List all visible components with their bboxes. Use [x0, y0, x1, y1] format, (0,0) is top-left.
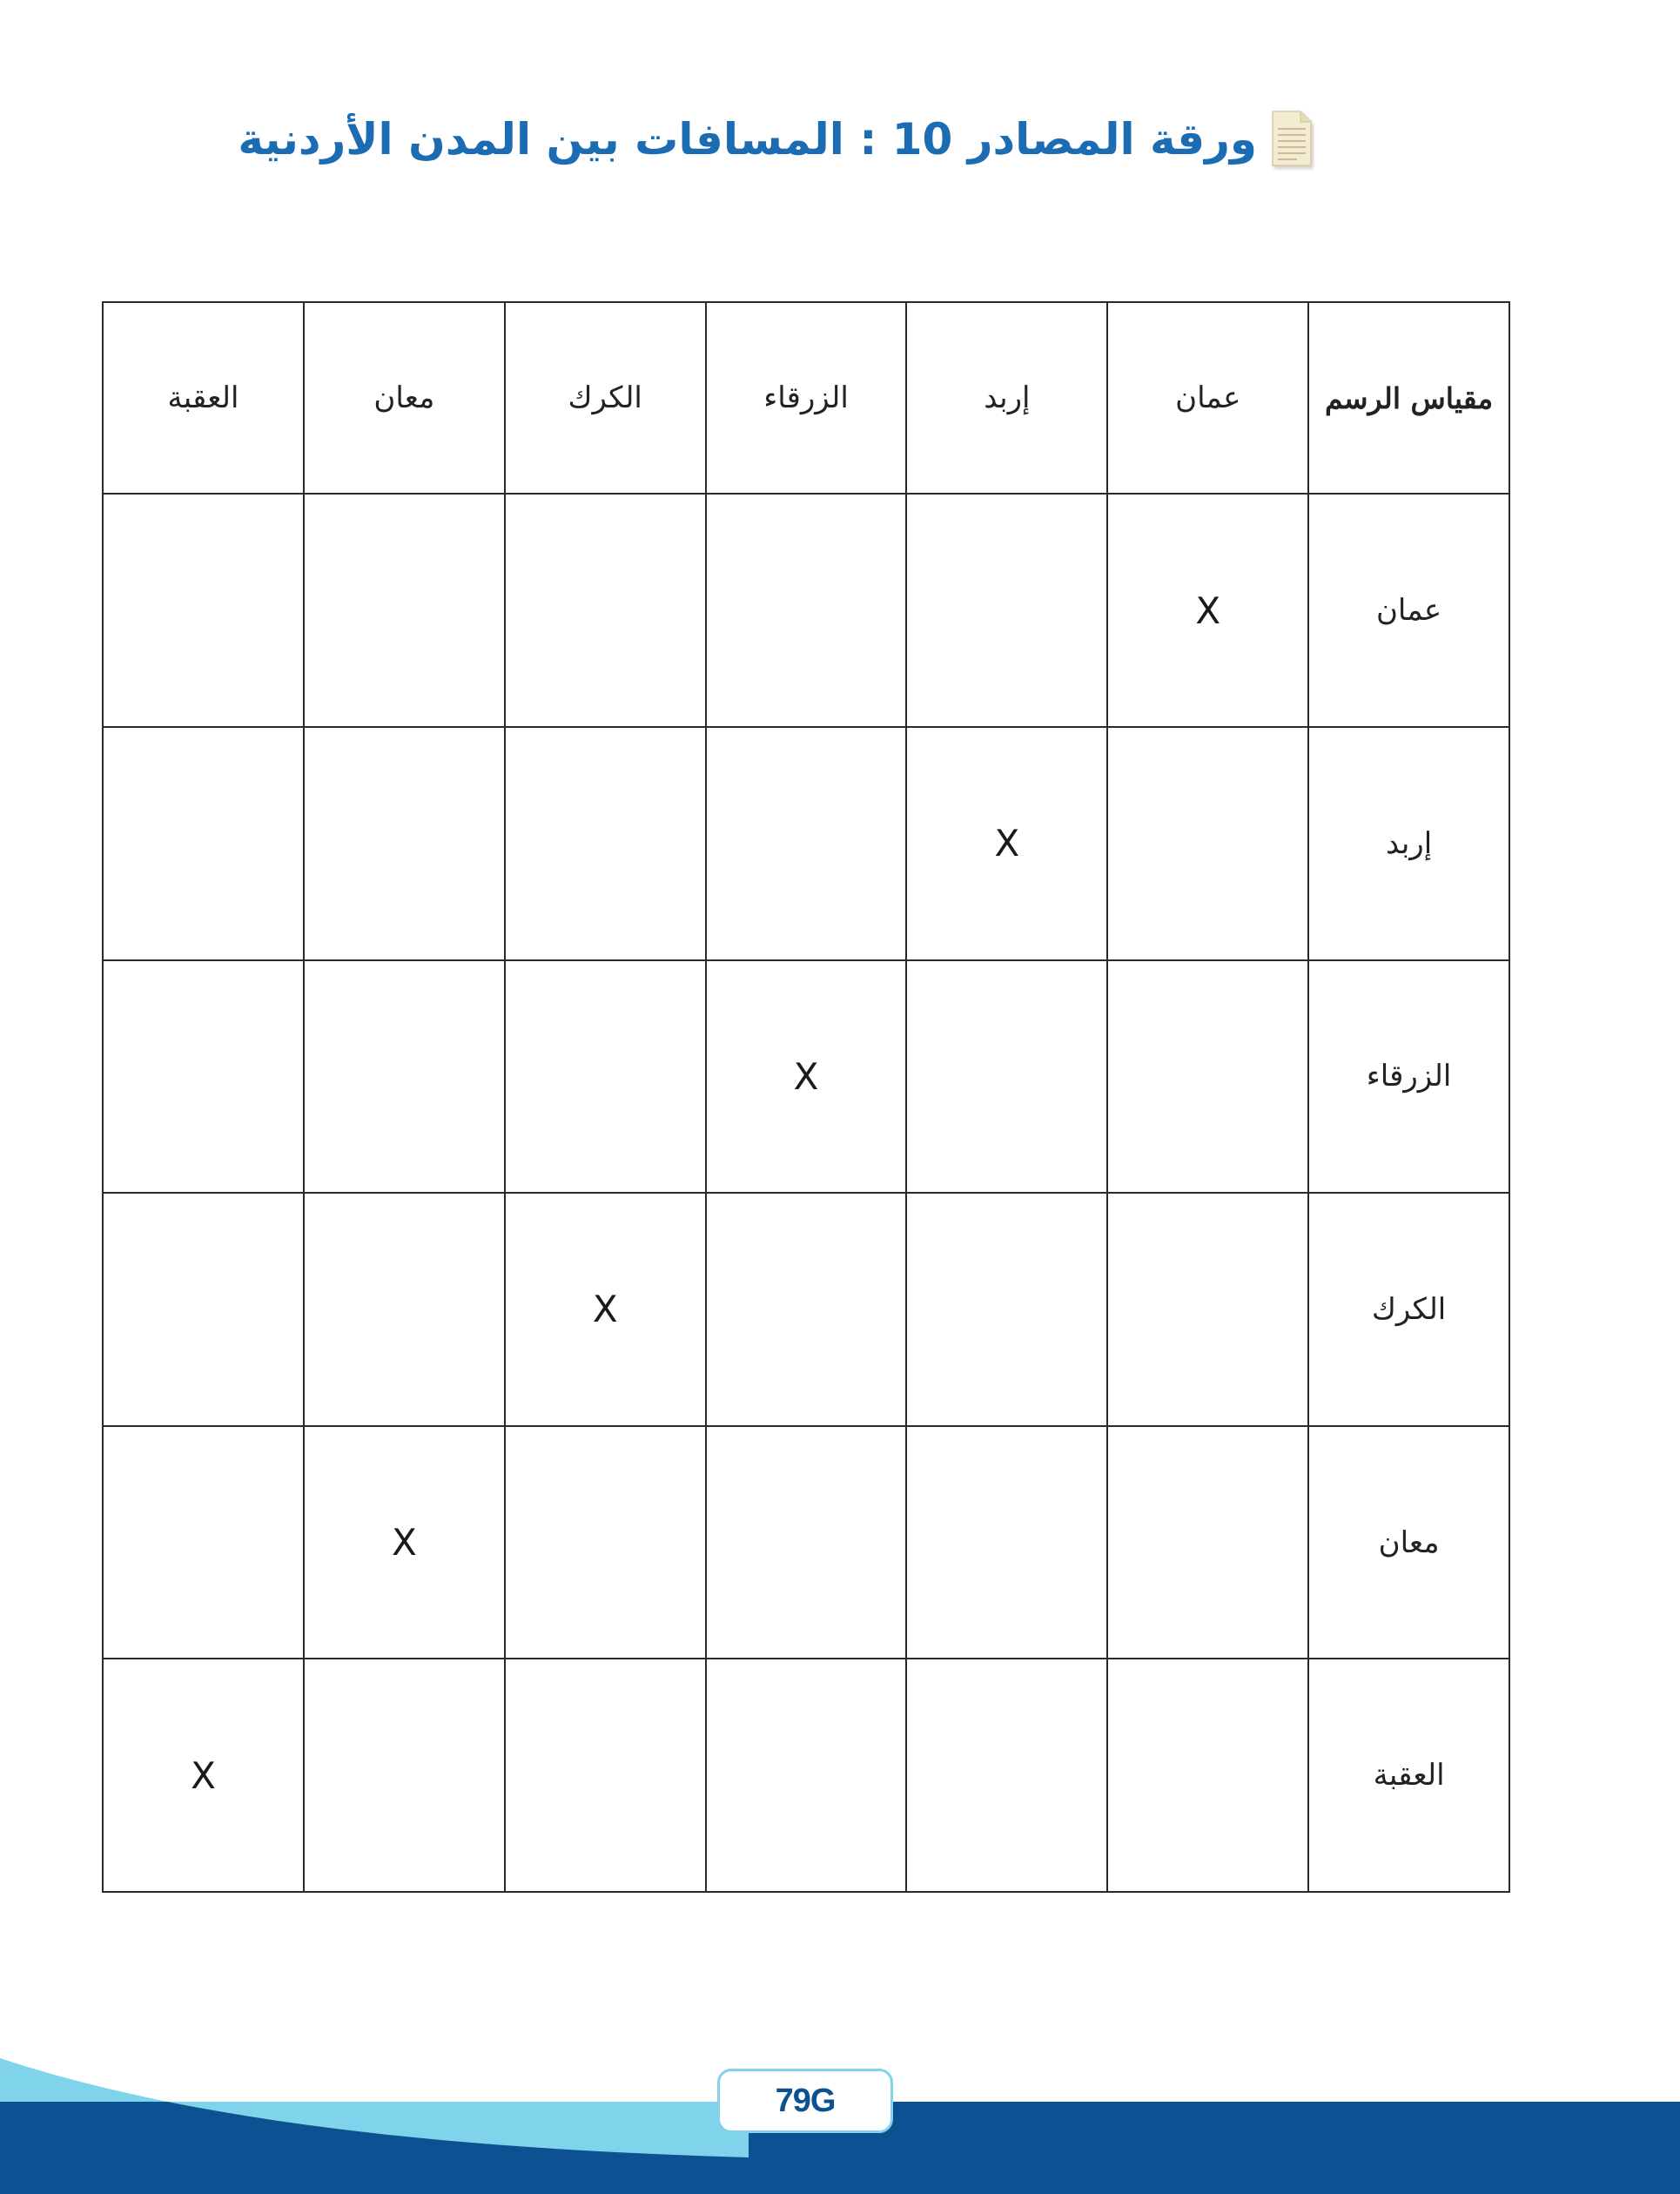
table-row: [103, 1193, 1509, 1426]
table-cell[interactable]: [103, 494, 304, 727]
row-label: الكرك: [1308, 1193, 1509, 1426]
table-cell[interactable]: [304, 960, 505, 1194]
table-cell[interactable]: [706, 727, 907, 960]
table-row: [103, 1659, 1509, 1892]
table-cell[interactable]: [1107, 1193, 1308, 1426]
table-cell[interactable]: [906, 1426, 1107, 1659]
table-cell[interactable]: [505, 960, 706, 1194]
cross-mark: X: [1195, 589, 1221, 632]
table-cell[interactable]: [906, 727, 1107, 960]
table-cell[interactable]: [505, 1659, 706, 1892]
table-cell[interactable]: [706, 1426, 907, 1659]
table-cell[interactable]: [706, 1193, 907, 1426]
row-label: العقبة: [1308, 1659, 1509, 1892]
cross-mark: X: [793, 1054, 819, 1098]
table-cell[interactable]: [906, 1659, 1107, 1892]
scale-header-cell: مقياس الرسم: [1308, 302, 1509, 494]
table-cell[interactable]: [906, 1193, 1107, 1426]
table-row: [103, 494, 1509, 727]
row-label: معان: [1308, 1426, 1509, 1659]
document-icon: [1269, 108, 1314, 171]
table-row: [103, 960, 1509, 1194]
cross-mark: X: [191, 1753, 216, 1797]
table-cell[interactable]: [706, 960, 907, 1194]
table-row: [103, 1426, 1509, 1659]
distance-table: [102, 301, 1510, 1893]
table-cell[interactable]: [103, 1659, 304, 1892]
column-header: الزرقاء: [706, 302, 907, 494]
table-cell[interactable]: [304, 727, 505, 960]
table-cell[interactable]: [505, 494, 706, 727]
page-title: ورقة المصادر 10 : المسافات بين المدن الأردنية: [238, 114, 1257, 165]
table-cell[interactable]: [505, 1426, 706, 1659]
table-cell[interactable]: [706, 494, 907, 727]
column-header: الكرك: [505, 302, 706, 494]
table-cell[interactable]: [103, 1193, 304, 1426]
table-cell[interactable]: [906, 494, 1107, 727]
table-cell[interactable]: [1107, 494, 1308, 727]
row-label: إربد: [1308, 727, 1509, 960]
table-row: [103, 727, 1509, 960]
table-cell[interactable]: [304, 1659, 505, 1892]
table-cell[interactable]: [1107, 960, 1308, 1194]
column-header: العقبة: [103, 302, 304, 494]
cross-mark: X: [994, 822, 1020, 865]
table-header-row: [103, 302, 1509, 494]
table-cell[interactable]: [1107, 1659, 1308, 1892]
table-cell[interactable]: [906, 960, 1107, 1194]
cross-mark: X: [592, 1288, 618, 1331]
table-cell[interactable]: [505, 1193, 706, 1426]
column-header: معان: [304, 302, 505, 494]
table-cell[interactable]: [103, 727, 304, 960]
cross-mark: X: [391, 1521, 417, 1565]
page-number: 79G: [717, 2069, 893, 2133]
table-cell[interactable]: [304, 1193, 505, 1426]
row-label: الزرقاء: [1308, 960, 1509, 1194]
table-cell[interactable]: [1107, 1426, 1308, 1659]
column-header: إربد: [906, 302, 1107, 494]
table-cell[interactable]: [304, 494, 505, 727]
table-cell[interactable]: [505, 727, 706, 960]
table-cell[interactable]: [304, 1426, 505, 1659]
table-cell[interactable]: [1107, 727, 1308, 960]
page-header: [238, 100, 1314, 178]
table-cell[interactable]: [103, 1426, 304, 1659]
table-cell[interactable]: [706, 1659, 907, 1892]
table-cell[interactable]: [103, 960, 304, 1194]
row-label: عمان: [1308, 494, 1509, 727]
column-header: عمان: [1107, 302, 1308, 494]
